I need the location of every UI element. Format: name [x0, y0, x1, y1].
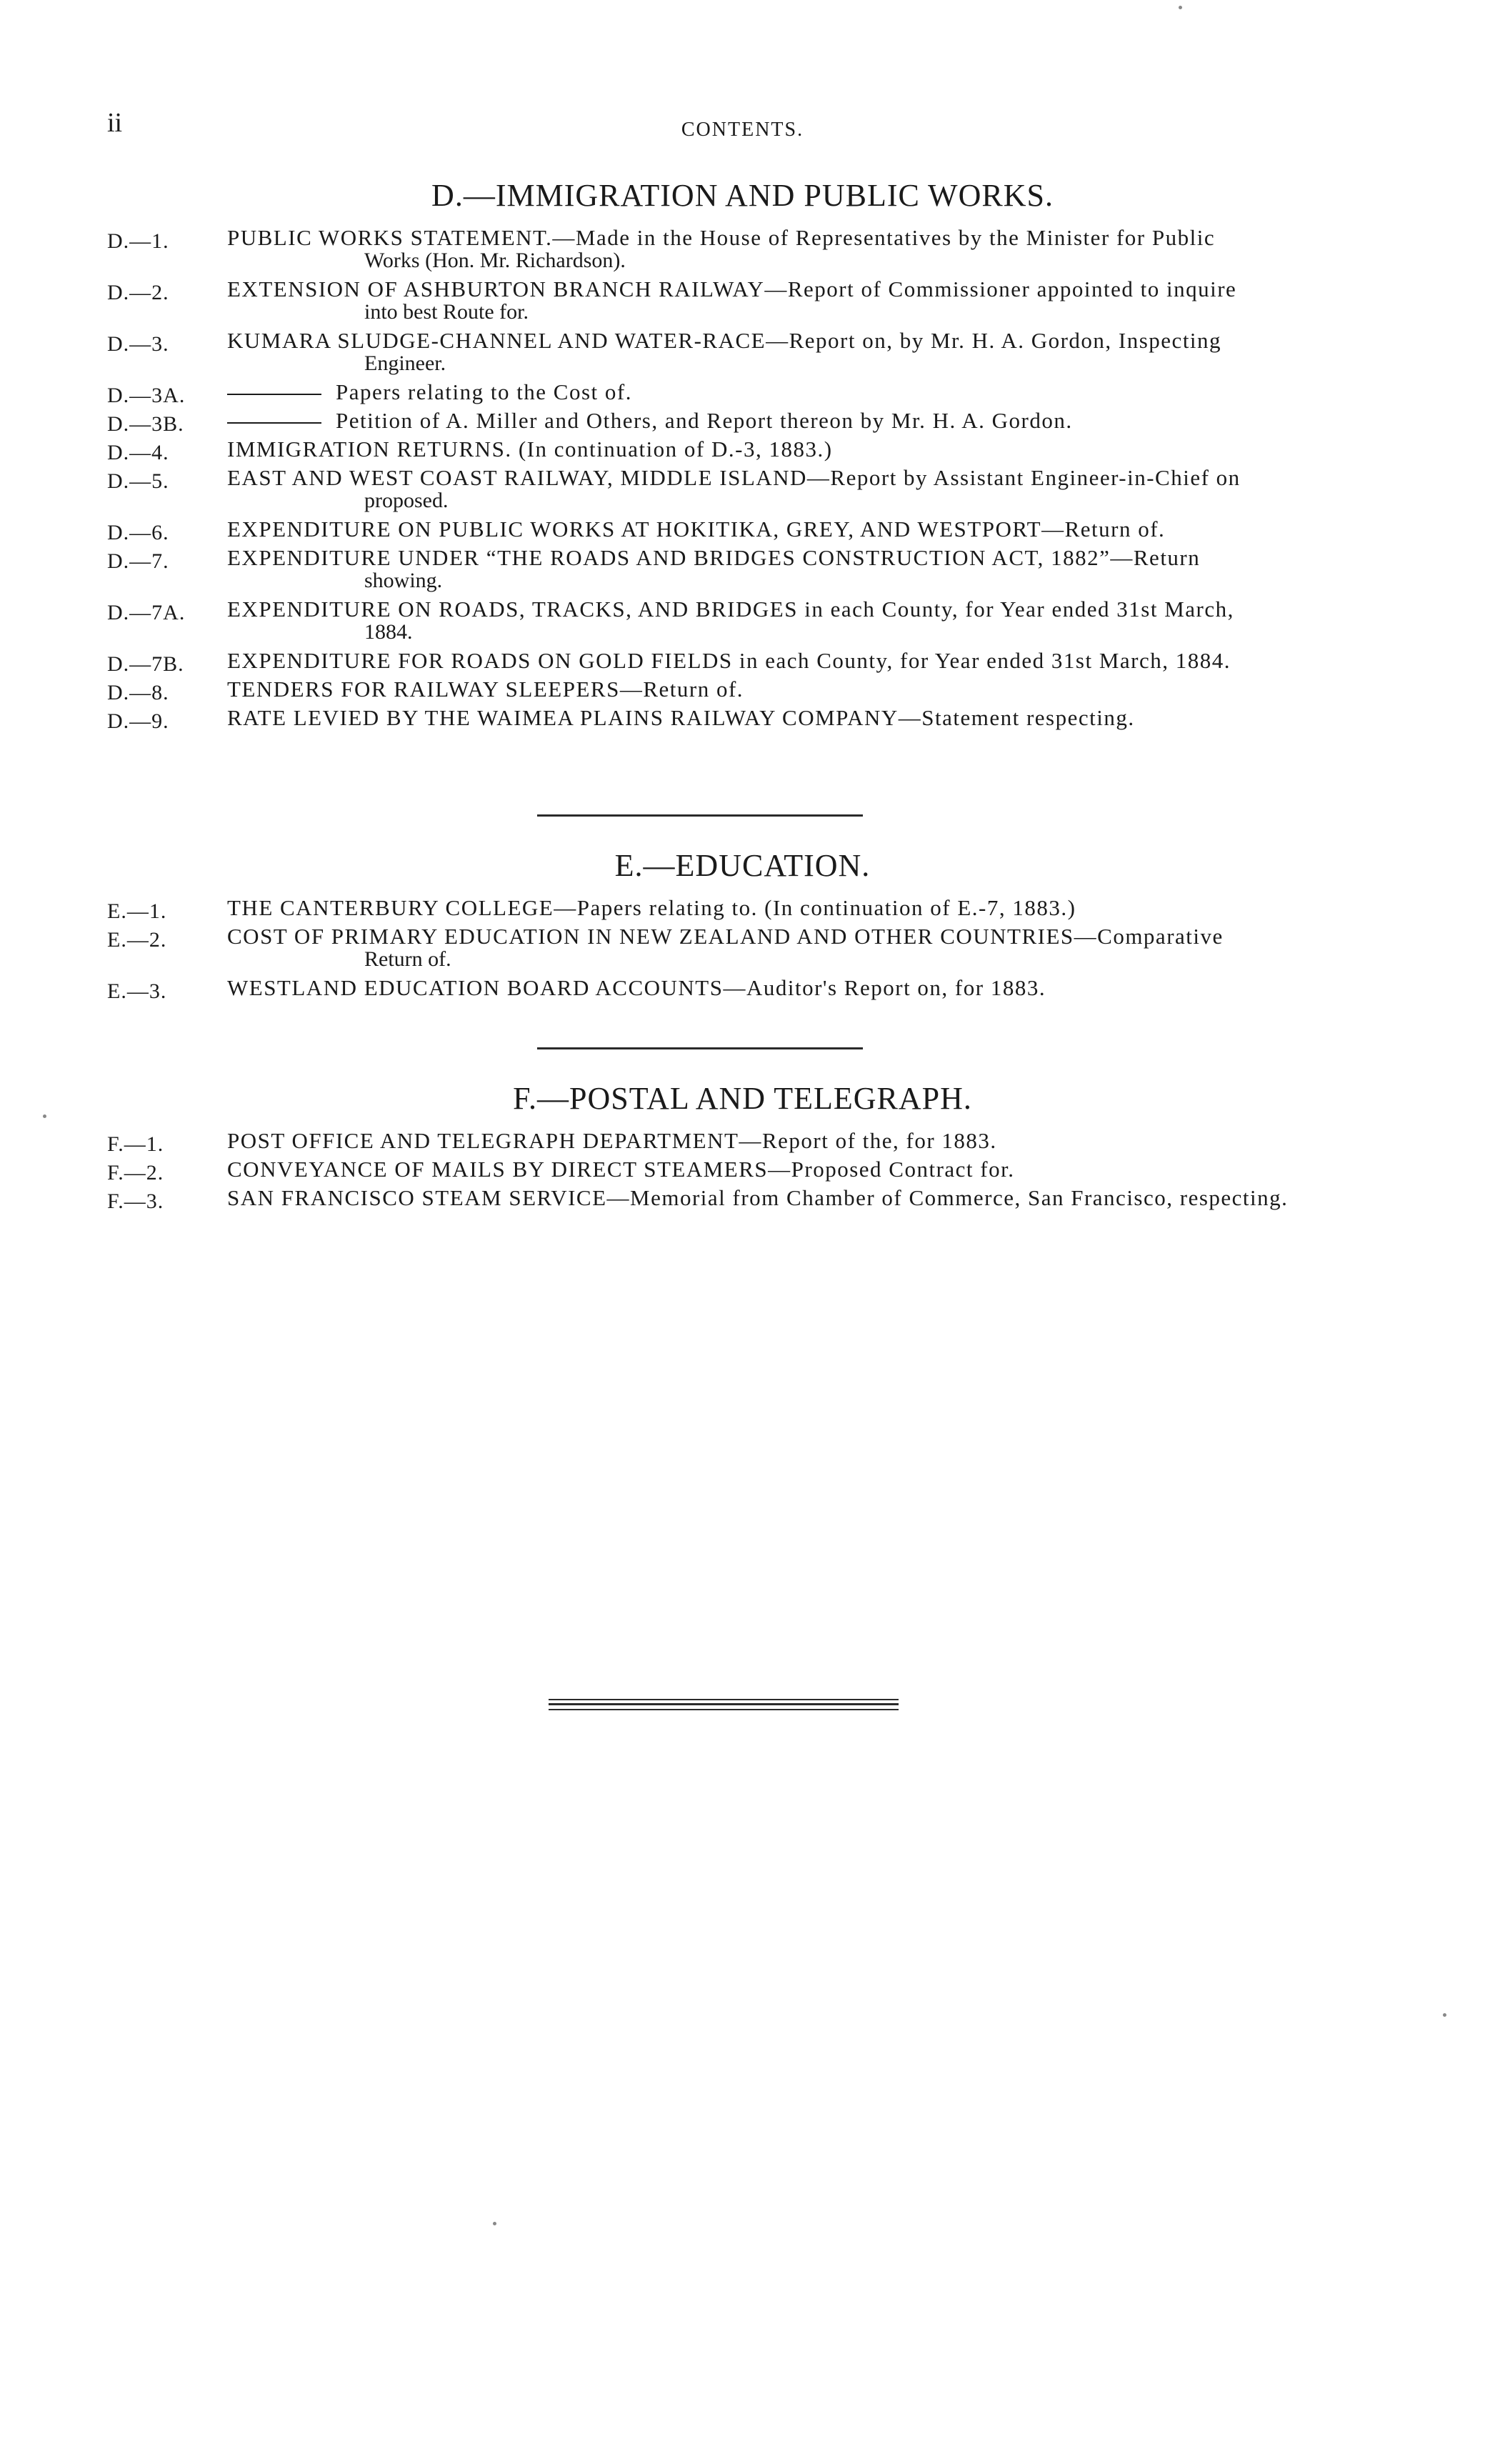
contents-entry [0, 677, 1485, 704]
entry-continuation: showing. [364, 569, 443, 592]
contents-entry [0, 547, 1485, 592]
entry-title: WESTLAND EDUCATION BOARD ACCOUNTS—Auditor's Report on, for 1883. [227, 975, 1046, 1000]
entry-continuation: Works (Hon. Mr. Richardson). [364, 249, 626, 272]
entry-title: KUMARA SLUDGE-CHANNEL AND WATER-RACE—Report on, by Mr. H. A. Gordon, Inspecting [227, 328, 1222, 353]
contents-entry [0, 895, 1485, 923]
contents-entry [0, 379, 1485, 407]
scan-speck [43, 1114, 46, 1118]
entry-number: F.—2. [107, 1161, 164, 1184]
section-f-postal-telegraph [0, 1080, 1485, 1215]
entry-number: E.—1. [107, 899, 167, 923]
section-title: F.—POSTAL AND TELEGRAPH. [513, 1081, 972, 1116]
ditto-dash [227, 394, 321, 395]
entry-title: IMMIGRATION RETURNS. (In continuation of D.-3, 1883.) [227, 437, 833, 462]
entry-title: THE CANTERBURY COLLEGE—Papers relating to. (In continuation of E.-7, 1883.) [227, 895, 1076, 920]
entry-title: CONVEYANCE OF MAILS BY DIRECT STEAMERS—Proposed Contract for. [227, 1157, 1015, 1182]
contents-entry [0, 226, 1485, 272]
entry-list [0, 225, 1485, 733]
entry-continuation: proposed. [364, 489, 449, 512]
contents-entry [0, 1128, 1485, 1156]
end-double-rule [549, 1699, 899, 1706]
entry-continuation: 1884. [364, 620, 413, 644]
entry-continuation: Return of. [364, 947, 451, 971]
ditto-dash [227, 422, 321, 424]
entry-text [227, 409, 1364, 432]
entry-number: D.—6. [107, 521, 169, 544]
entry-number: D.—5. [107, 469, 169, 493]
entry-text [227, 649, 1364, 672]
entry-title: PUBLIC WORKS STATEMENT.—Made in the House of Representatives by the Minister for Public [227, 225, 1216, 250]
entry-text [227, 678, 1364, 701]
entry-title: EXTENSION OF ASHBURTON BRANCH RAILWAY—Report of Commissioner appointed to inquire [227, 276, 1237, 301]
running-head: CONTENTS. [681, 119, 804, 141]
contents-entry [0, 329, 1485, 375]
entry-text [227, 438, 1364, 461]
entry-title: POST OFFICE AND TELEGRAPH DEPARTMENT—Report of the, for 1883. [227, 1128, 997, 1153]
entry-continuation: Engineer. [364, 351, 446, 375]
entry-number: D.—2. [107, 281, 169, 304]
entry-number: F.—1. [107, 1132, 164, 1156]
entry-number: D.—9. [107, 709, 169, 733]
section-divider-rule [537, 1047, 863, 1049]
contents-entry [0, 925, 1485, 971]
entry-number: D.—4. [107, 441, 169, 464]
section-title: D.—IMMIGRATION AND PUBLIC WORKS. [431, 178, 1054, 213]
entry-text [227, 1129, 1364, 1152]
entry-list [0, 895, 1485, 1003]
entry-title: EAST AND WEST COAST RAILWAY, MIDDLE ISLAND—Report by Assistant Engineer-in-Chief on [227, 465, 1241, 490]
entry-text [227, 278, 1364, 324]
contents-entry [0, 408, 1485, 436]
entry-text [227, 977, 1364, 999]
contents-entry [0, 1157, 1485, 1184]
entry-number: D.—1. [107, 229, 169, 253]
page-number: ii [107, 108, 123, 138]
entry-text [227, 1187, 1364, 1209]
entry-list [0, 1128, 1485, 1213]
entry-title: COST OF PRIMARY EDUCATION IN NEW ZEALAND AND OTHER COUNTRIES—Comparative [227, 924, 1224, 949]
entry-number: D.—8. [107, 681, 169, 704]
scan-speck [1443, 2013, 1446, 2017]
entry-number: E.—2. [107, 928, 167, 952]
entry-number: D.—7B. [107, 652, 184, 676]
entry-title: EXPENDITURE ON ROADS, TRACKS, AND BRIDGES in each County, for Year ended 31st March, [227, 597, 1234, 622]
entry-number: F.—3. [107, 1189, 164, 1213]
entry-text [227, 598, 1364, 644]
entry-continuation: into best Route for. [364, 300, 529, 324]
section-divider-rule [537, 814, 863, 817]
contents-entry [0, 975, 1485, 1003]
entry-title: RATE LEVIED BY THE WAIMEA PLAINS RAILWAY COMPANY—Statement respecting. [227, 705, 1135, 730]
contents-entry [0, 648, 1485, 676]
section-title: E.—EDUCATION. [614, 848, 871, 883]
contents-entry [0, 517, 1485, 544]
entry-number: E.—3. [107, 979, 167, 1003]
contents-entry [0, 705, 1485, 733]
entry-text [227, 547, 1364, 592]
contents-entry [0, 278, 1485, 324]
entry-text [227, 467, 1364, 512]
entry-number: D.—3B. [107, 412, 184, 436]
entry-title: SAN FRANCISCO STEAM SERVICE—Memorial from Chamber of Commerce, San Francisco, respecting. [227, 1185, 1289, 1210]
entry-text [227, 329, 1364, 375]
section-d-immigration-public-works [0, 177, 1485, 735]
contents-entry [0, 467, 1485, 512]
contents-entry [0, 437, 1485, 464]
entry-title: Petition of A. Miller and Others, and Report thereon by Mr. H. A. Gordon. [336, 408, 1073, 433]
entry-text [227, 897, 1364, 919]
entry-text [227, 707, 1364, 729]
section-e-education [0, 847, 1485, 1005]
entry-text [227, 381, 1364, 404]
scan-speck [493, 2222, 496, 2225]
scan-speck [1179, 6, 1182, 9]
entry-title: EXPENDITURE UNDER “THE ROADS AND BRIDGES CONSTRUCTION ACT, 1882”—Return [227, 545, 1201, 570]
entry-text [227, 1158, 1364, 1181]
entry-title: EXPENDITURE FOR ROADS ON GOLD FIELDS in each County, for Year ended 31st March, 1884. [227, 648, 1231, 673]
entry-title: Papers relating to the Cost of. [336, 379, 632, 404]
entry-title: EXPENDITURE ON PUBLIC WORKS AT HOKITIKA, GREY, AND WESTPORT—Return of. [227, 517, 1166, 542]
contents-entry [0, 598, 1485, 644]
entry-number: D.—7A. [107, 601, 186, 624]
entry-text [227, 518, 1364, 541]
entry-title: TENDERS FOR RAILWAY SLEEPERS—Return of. [227, 677, 744, 702]
entry-text [227, 925, 1364, 971]
entry-number: D.—7. [107, 549, 169, 573]
entry-number: D.—3A. [107, 384, 186, 407]
contents-entry [0, 1185, 1485, 1213]
entry-text [227, 226, 1364, 272]
entry-number: D.—3. [107, 332, 169, 356]
